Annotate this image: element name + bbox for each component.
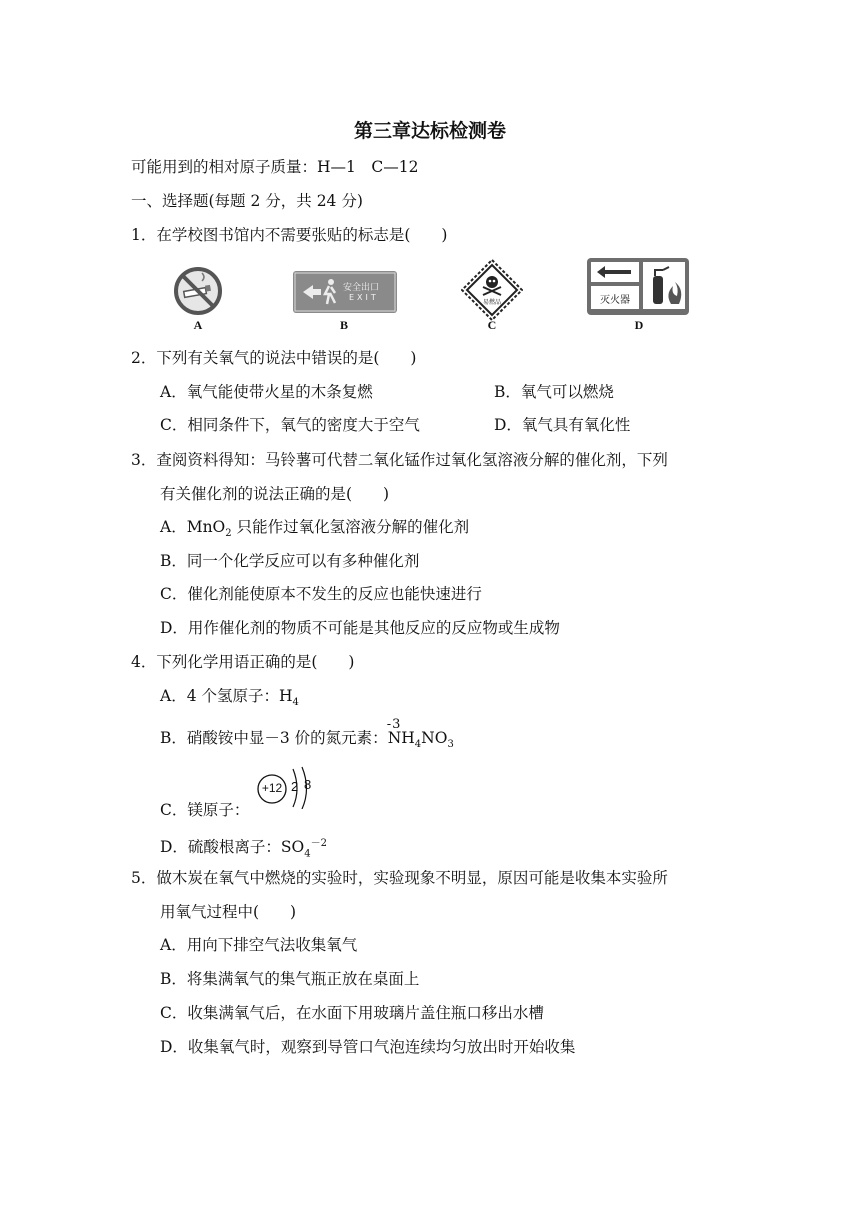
q5-option-d: D．收集氧气时，观察到导管口气泡连续均匀放出时开始收集 [160, 1038, 576, 1056]
q3-option-d: D．用作催化剂的物质不可能是其他反应的反应物或生成物 [160, 619, 560, 637]
q5-option-a: A．用向下排空气法收集氧气 [160, 936, 358, 954]
question-4-stem: 4．下列化学用语正确的是( ) [131, 653, 355, 671]
q2-option-a: A．氧气能使带火星的木条复燃 [160, 383, 373, 401]
question-5-stem-line1: 5．做木炭在氧气中燃烧的实验时，实验现象不明显，原因可能是收集本实验所 [131, 869, 668, 887]
exit-sign-text: 安全出口 [343, 283, 380, 293]
sign-label-a: A [193, 318, 203, 332]
emergency-exit-icon [293, 271, 397, 313]
fire-extinguisher-icon [587, 258, 689, 315]
sign-label-b: B [339, 318, 348, 332]
shell-1-count: 2 [291, 779, 299, 794]
q4-option-c: C．镁原子： [160, 801, 250, 819]
extinguisher-sign-text: 灭火器 [600, 295, 630, 306]
question-3-stem-line2: 有关催化剂的说法正确的是( ) [160, 485, 390, 503]
exit-sign-english: EXIT [349, 293, 379, 302]
q2-option-d: D．氧气具有氧化性 [494, 416, 631, 434]
nucleus-charge: +12 [261, 781, 283, 795]
question-5-stem-line2: 用氧气过程中( ) [160, 903, 297, 921]
q3-option-a: A．MnO$_2$ 只能作过氧化氢溶液分解的催化剂 [160, 518, 470, 540]
q4-option-b: B．硝酸铵中显－3 价的氮元素： -3 $NH_4NO_3$ [160, 717, 454, 751]
q4-option-d: D．硫酸根离子：$SO_4^{-2}$ [160, 838, 328, 860]
q2-option-b: B．氧气可以燃烧 [494, 383, 614, 401]
hazard-diamond-icon [461, 259, 523, 321]
sign-label-d: D [634, 318, 644, 332]
atomic-mass-note: 可能用到的相对原子质量：H—1 C—12 [131, 158, 419, 176]
magnesium-atom-diagram [255, 763, 325, 809]
nitrogen-valence: -3 N [386, 717, 402, 747]
q4-option-a: A．4 个氢原子：$H_4$ [160, 687, 299, 709]
section-heading: 一、选择题(每题 2 分，共 24 分) [131, 192, 363, 210]
q3-option-b: B．同一个化学反应可以有多种催化剂 [160, 552, 420, 570]
q2-option-c: C．相同条件下，氧气的密度大于空气 [160, 416, 420, 434]
shell-2-count: 8 [304, 777, 312, 792]
question-2-stem: 2．下列有关氧气的说法中错误的是( ) [131, 349, 417, 367]
page-title: 第三章达标检测卷 [353, 120, 506, 142]
q5-option-c: C．收集满氧气后，在水面下用玻璃片盖住瓶口移出水槽 [160, 1004, 544, 1022]
sign-label-c: C [487, 318, 497, 332]
no-smoking-icon [172, 265, 224, 317]
question-1-stem: 1．在学校图书馆内不需要张贴的标志是( ) [131, 226, 448, 244]
question-3-stem-line1: 3．查阅资料得知：马铃薯可代替二氧化锰作过氧化氢溶液分解的催化剂，下列 [131, 451, 668, 469]
q5-option-b: B．将集满氧气的集气瓶正放在桌面上 [160, 970, 420, 988]
q3-option-c: C．催化剂能使原本不发生的反应也能快速进行 [160, 585, 482, 603]
hazard-sign-text: 易燃品 [482, 299, 501, 306]
